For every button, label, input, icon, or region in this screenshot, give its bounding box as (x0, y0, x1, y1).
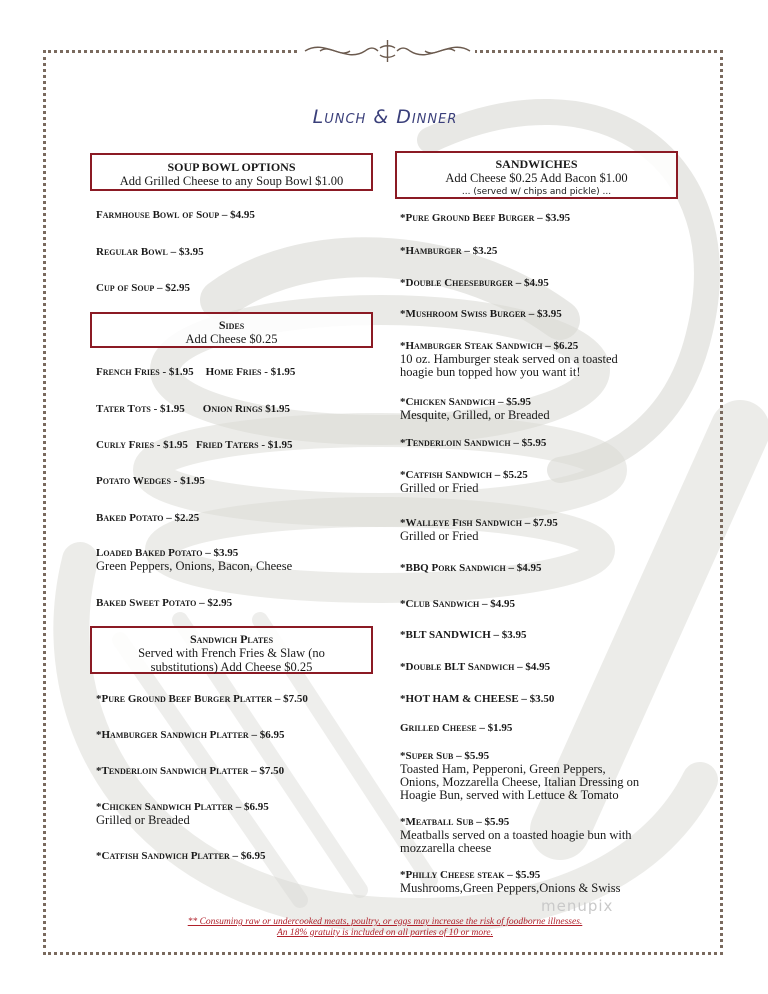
side-row-3 (96, 439, 293, 451)
hamburger-steak-desc-2: hoagie bun topped how you want it! (400, 365, 581, 379)
chicken-platter-desc: Grilled or Breaded (96, 813, 190, 827)
footer-gratuity: An 18% gratuity is included on all parties of 10 or more. (276, 928, 494, 938)
cup-of-soup-item: Cup of Soup – $2.95 (96, 282, 190, 294)
super-sub-desc-1: Toasted Ham, Pepperoni, Green Peppers, (400, 762, 606, 776)
catfish-platter-item: *Catfish Sandwich Platter – $6.95 (96, 850, 266, 862)
sandwiches-note: Add Cheese $0.25 Add Bacon $1.00 (445, 171, 628, 185)
plates-note-2: substitutions) Add Cheese $0.25 (150, 660, 313, 674)
soup-heading: SOUP BOWL OPTIONS (167, 160, 296, 174)
philly-desc: Mushrooms,Green Peppers,Onions & Swiss (400, 881, 621, 895)
hamburger-steak-item: *Hamburger Steak Sandwich – $6.25 (400, 340, 579, 352)
french-fries-item: French Fries - $1.95 (96, 366, 194, 378)
regular-bowl-item: Regular Bowl – $3.95 (96, 246, 204, 258)
meatball-desc-1: Meatballs served on a toasted hoagie bun with (400, 828, 632, 842)
flourish-ornament (300, 36, 475, 66)
sides-box (90, 312, 373, 348)
super-sub-desc-3: Hoagie Bun, served with Lettuce & Tomato (400, 788, 619, 802)
bbq-pork-item: *BBQ Pork Sandwich – $4.95 (400, 562, 542, 574)
chicken-platter-item: *Chicken Sandwich Platter – $6.95 (96, 801, 269, 813)
loaded-baked-potato-desc: Green Peppers, Onions, Bacon, Cheese (96, 559, 293, 573)
sandwich-plates-box (90, 626, 373, 674)
grilled-cheese-item: Grilled Cheese – $1.95 (400, 722, 513, 734)
catfish-desc: Grilled or Fried (400, 481, 479, 495)
meatball-desc-2: mozzarella cheese (400, 841, 492, 855)
tenderloin-item: *Tenderloin Sandwich – $5.95 (400, 437, 547, 449)
tater-tots-item: Tater Tots - $1.95 (96, 403, 185, 415)
chicken-sandwich-desc: Mesquite, Grilled, or Breaded (400, 408, 550, 422)
plates-note-1: Served with French Fries & Slaw (no (138, 646, 325, 660)
onion-rings-item: Onion Rings $1.95 (202, 403, 290, 415)
page-title: Lunch & Dinner (312, 106, 458, 128)
burger-platter-item: *Pure Ground Beef Burger Platter – $7.50 (96, 693, 308, 705)
meatball-sub-item: *Meatball Sub – $5.95 (400, 816, 510, 828)
loaded-baked-potato-item: Loaded Baked Potato – $3.95 (96, 547, 239, 559)
side-row-1 (96, 366, 295, 378)
potato-wedges-item: Potato Wedges - $1.95 (96, 475, 205, 487)
home-fries-item: Home Fries - $1.95 (205, 366, 296, 378)
mushroom-swiss-item: *Mushroom Swiss Burger – $3.95 (400, 308, 562, 320)
tenderloin-platter-item: *Tenderloin Sandwich Platter – $7.50 (96, 765, 285, 777)
baked-sweet-potato-item: Baked Sweet Potato – $2.95 (96, 597, 233, 609)
club-item: *Club Sandwich – $4.95 (400, 598, 515, 610)
plates-heading: Sandwich Plates (189, 632, 274, 646)
hamburger-item: *Hamburger – $3.25 (400, 245, 498, 257)
soup-options-box (90, 153, 373, 191)
catfish-item: *Catfish Sandwich – $5.25 (400, 469, 528, 481)
philly-item: *Philly Cheese steak – $5.95 (400, 869, 541, 881)
farmhouse-bowl-item: Farmhouse Bowl of Soup – $4.95 (96, 209, 255, 221)
hamburger-steak-desc-1: 10 oz. Hamburger steak served on a toasted (400, 352, 618, 366)
double-cheeseburger-item: *Double Cheeseburger – $4.95 (400, 277, 549, 289)
super-sub-desc-2: Onions, Mozzarella Cheese, Italian Dressing on (400, 775, 640, 789)
footer-warning: ** Consuming raw or undercooked meats, poultry, or eggs may increase the risk of foodborne illnesses. (187, 917, 583, 927)
sides-note: Add Cheese $0.25 (185, 332, 278, 346)
super-sub-item: *Super Sub – $5.95 (400, 750, 490, 762)
blt-item: *BLT SANDWICH – $3.95 (400, 629, 527, 641)
chicken-sandwich-item: *Chicken Sandwich – $5.95 (400, 396, 531, 408)
walleye-desc: Grilled or Fried (400, 529, 479, 543)
hot-ham-item: *HOT HAM & CHEESE – $3.50 (400, 693, 555, 705)
fried-taters-item: Fried Taters - $1.95 (195, 439, 293, 451)
burger-item: *Pure Ground Beef Burger – $3.95 (400, 212, 571, 224)
baked-potato-item: Baked Potato – $2.25 (96, 512, 200, 524)
sandwiches-sub-note: ... (served w/ chips and pickle) ... (461, 187, 612, 197)
hamburger-platter-item: *Hamburger Sandwich Platter – $6.95 (96, 729, 285, 741)
curly-fries-item: Curly Fries - $1.95 (96, 439, 188, 451)
soup-note: Add Grilled Cheese to any Soup Bowl $1.00 (119, 174, 344, 188)
side-row-2 (96, 403, 290, 415)
double-blt-item: *Double BLT Sandwich – $4.95 (400, 661, 551, 673)
sandwiches-heading: SANDWICHES (495, 157, 578, 171)
sandwiches-box (395, 151, 678, 199)
walleye-item: *Walleye Fish Sandwich – $7.95 (400, 517, 558, 529)
sides-heading: Sides (218, 318, 245, 332)
watermark: menupix (541, 897, 614, 915)
